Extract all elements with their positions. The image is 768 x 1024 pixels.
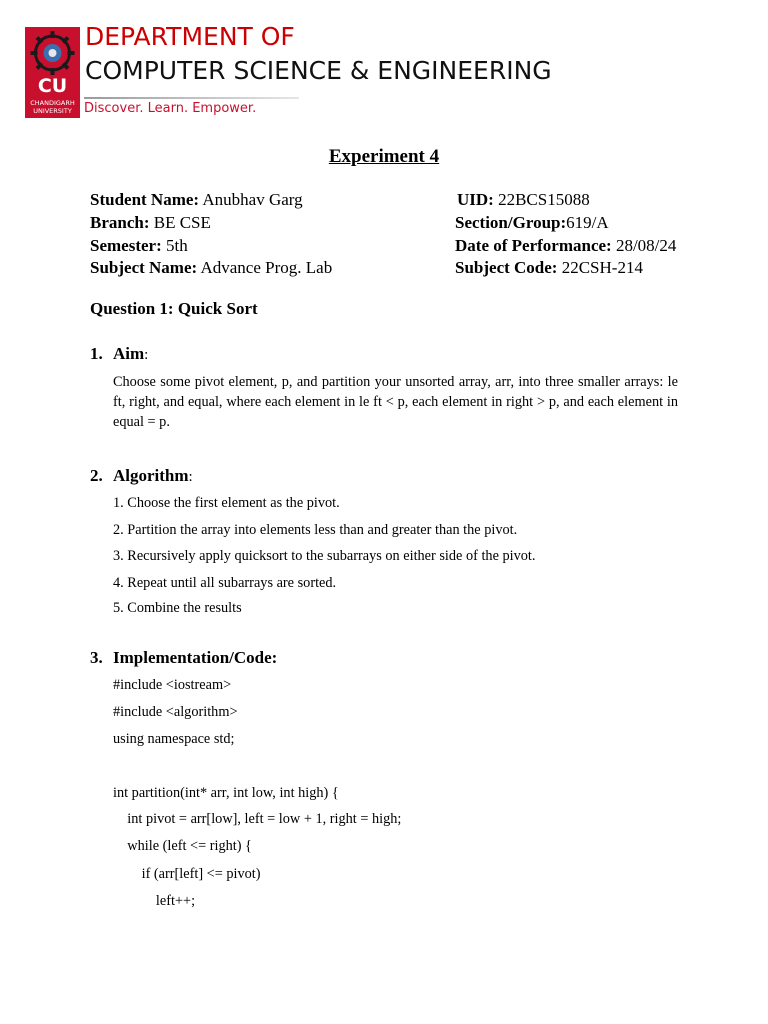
branch-label: Branch: xyxy=(90,213,150,232)
department-title-line1: DEPARTMENT OF xyxy=(85,22,295,51)
subject-code-field xyxy=(455,258,643,278)
student-name-label: Student Name: xyxy=(90,190,200,209)
semester-value: 5th xyxy=(166,236,188,255)
algorithm-step: 1. Choose the first element as the pivot. xyxy=(113,495,340,511)
implementation-heading-text: Implementation/Code: xyxy=(113,648,278,667)
algorithm-colon: : xyxy=(188,469,193,485)
question-title: Question 1: Quick Sort xyxy=(90,299,258,318)
semester-field xyxy=(90,236,188,256)
date-field xyxy=(455,236,676,256)
tagline-divider xyxy=(84,97,299,99)
algorithm-step: 4. Repeat until all subarrays are sorted. xyxy=(113,575,337,591)
algorithm-step: 3. Recursively apply quicksort to the subarrays on either side of the pivot. xyxy=(113,548,536,564)
section-value: 619/A xyxy=(566,213,609,232)
aim-heading-text: Aim xyxy=(113,344,145,363)
experiment-title: Experiment 4 xyxy=(328,146,440,167)
algorithm-heading xyxy=(90,466,193,486)
student-name-field xyxy=(90,190,303,210)
student-name-value: Anubhav Garg xyxy=(202,190,303,209)
uid-label: UID: xyxy=(457,190,494,209)
branch-value: BE CSE xyxy=(153,213,211,232)
subject-name-label: Subject Name: xyxy=(90,258,198,277)
branch-field xyxy=(90,213,211,233)
code-line: int pivot = arr[low], left = low + 1, right = high; xyxy=(113,811,402,827)
subject-name-value: Advance Prog. Lab xyxy=(200,258,333,277)
code-line: #include <algorithm> xyxy=(113,704,238,720)
subject-code-value: 22CSH-214 xyxy=(561,258,643,277)
implementation-number: 3. xyxy=(90,648,103,667)
code-line: using namespace std; xyxy=(113,731,235,747)
uid-value: 22BCS15088 xyxy=(498,190,590,209)
university-logo xyxy=(25,27,80,118)
code-line: left++; xyxy=(113,893,196,909)
code-line: int partition(int* arr, int low, int high) { xyxy=(113,785,339,801)
uid-field xyxy=(457,190,590,210)
subject-name-field xyxy=(90,258,332,278)
code-line: while (left <= right) { xyxy=(113,838,252,854)
algorithm-step: 2. Partition the array into elements less than and greater than the pivot. xyxy=(113,522,518,538)
date-label: Date of Performance: xyxy=(455,236,612,255)
algorithm-step: 5. Combine the results xyxy=(113,600,242,616)
date-value: 28/08/24 xyxy=(615,236,677,255)
algorithm-heading-text: Algorithm xyxy=(113,466,189,485)
aim-heading xyxy=(90,344,148,364)
tagline: Discover. Learn. Empower. xyxy=(84,101,257,116)
aim-number: 1. xyxy=(90,344,103,363)
aim-text: Choose some pivot element, p, and partition your unsorted array, arr, into three smaller arrays: le ft, right, and equal, where each element in le ft < p, each element in right > p, and each element in equal = p. xyxy=(113,374,678,430)
semester-label: Semester: xyxy=(90,236,162,255)
code-line: #include <iostream> xyxy=(113,677,232,693)
section-field xyxy=(455,213,609,233)
logo-cu-text: CU xyxy=(37,75,68,97)
department-title-line2: COMPUTER SCIENCE & ENGINEERING xyxy=(85,56,552,85)
subject-code-label: Subject Code: xyxy=(455,258,558,277)
aim-colon: : xyxy=(144,347,149,363)
algorithm-number: 2. xyxy=(90,466,103,485)
code-line: if (arr[left] <= pivot) xyxy=(113,866,261,882)
logo-university-text: CHANDIGARH UNIVERSITY xyxy=(30,99,75,115)
implementation-heading xyxy=(90,648,277,668)
section-label: Section/Group: xyxy=(455,213,567,232)
